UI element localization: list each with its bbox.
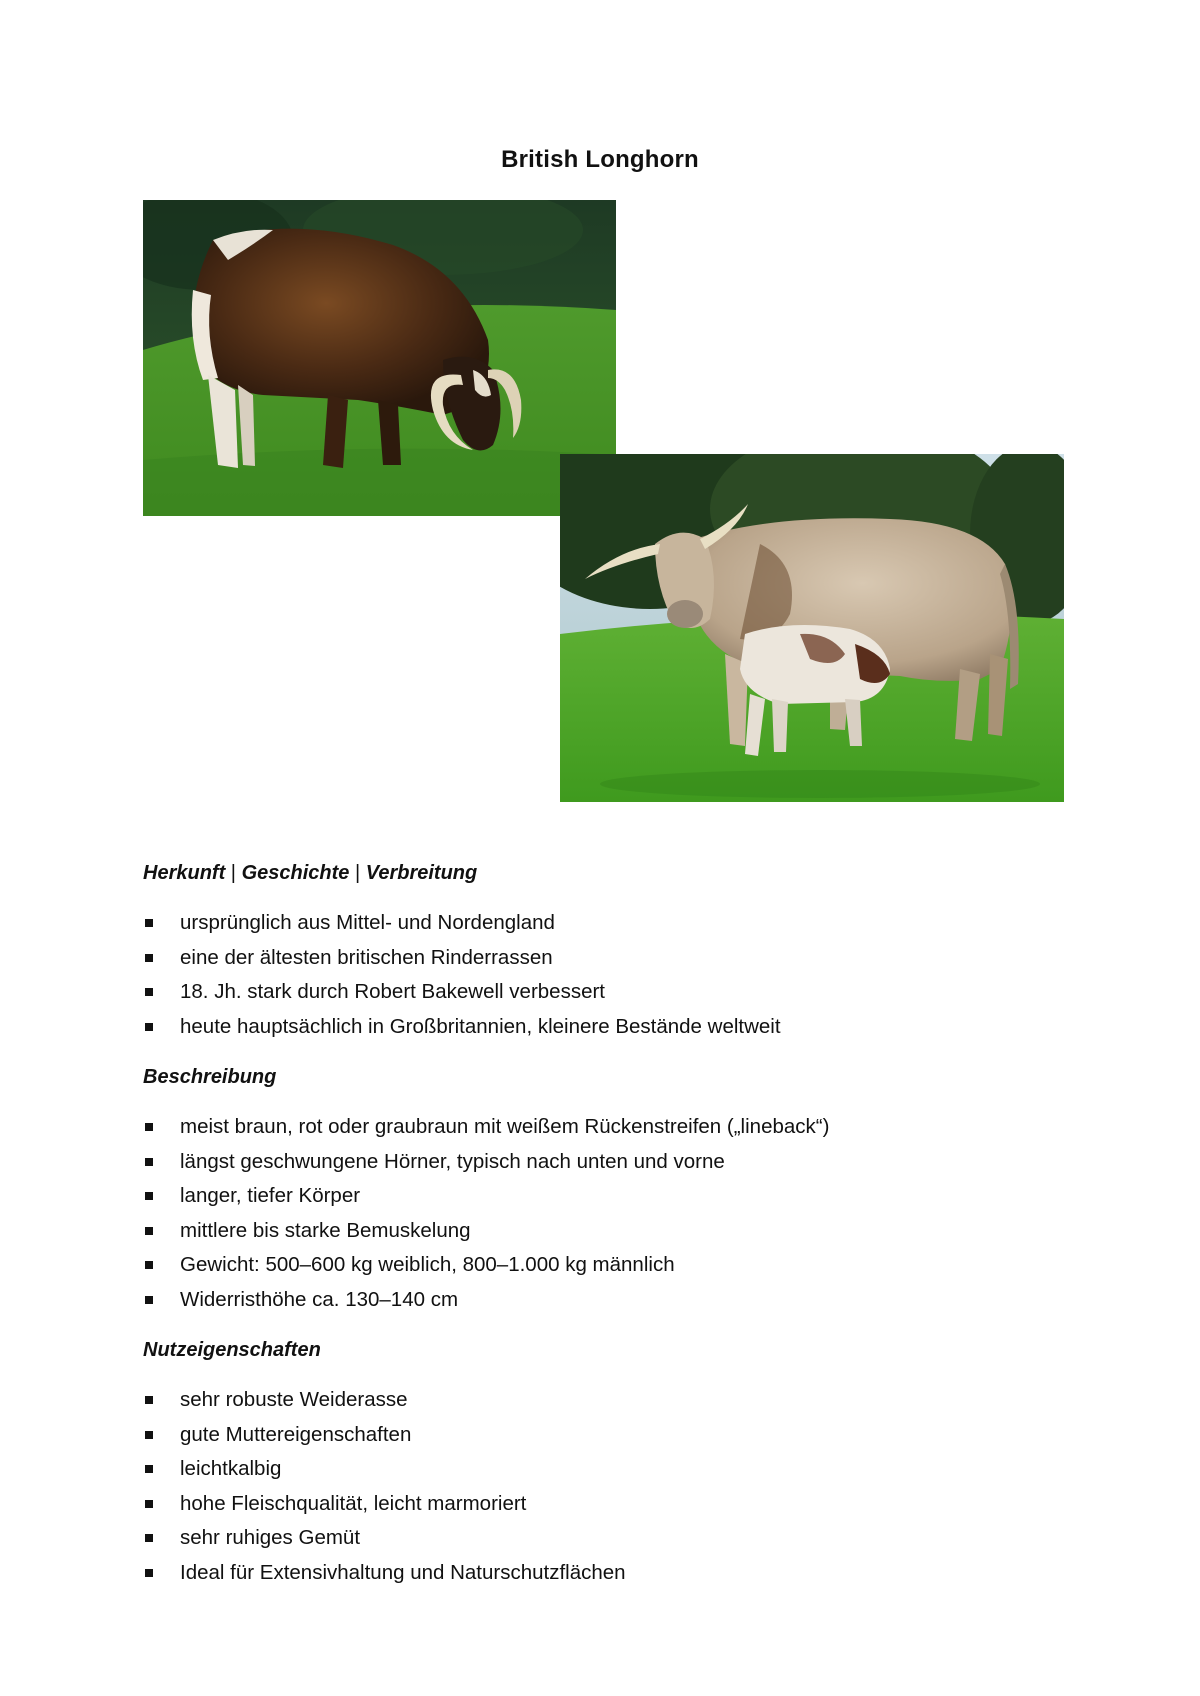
bull-photo — [143, 200, 616, 516]
list-item: 18. Jh. stark durch Robert Bakewell verbessert — [143, 975, 781, 1010]
list-item: leichtkalbig — [143, 1452, 626, 1487]
document-title: British Longhorn — [501, 146, 699, 173]
bullet-list-beschreibung — [143, 1110, 829, 1317]
bullet-list-herkunft — [143, 906, 781, 1044]
section-heading-herkunft — [143, 862, 477, 885]
heading-part-verbreitung: Verbreitung — [365, 862, 478, 884]
list-item: sehr ruhiges Gemüt — [143, 1521, 626, 1556]
section-heading-nutzeigenschaften: Nutzeigenschaften — [143, 1339, 321, 1361]
cow-calf-photo — [560, 454, 1064, 802]
list-item: Widerristhöhe ca. 130–140 cm — [143, 1283, 829, 1318]
list-item: langer, tiefer Körper — [143, 1179, 829, 1214]
list-item: ursprünglich aus Mittel- und Nordengland — [143, 906, 781, 941]
bullet-list-nutzeigenschaften — [143, 1383, 626, 1590]
heading-separator: | — [354, 862, 361, 884]
heading-separator: | — [230, 862, 236, 884]
list-item: Gewicht: 500–600 kg weiblich, 800–1.000 kg männlich — [143, 1248, 829, 1283]
list-item: heute hauptsächlich in Großbritannien, kleinere Bestände weltweit — [143, 1010, 781, 1045]
list-item: Ideal für Extensivhaltung und Naturschutzflächen — [143, 1556, 626, 1591]
list-item: gute Muttereigenschaften — [143, 1418, 626, 1453]
list-item: mittlere bis starke Bemuskelung — [143, 1214, 829, 1249]
list-item: hohe Fleischqualität, leicht marmoriert — [143, 1487, 626, 1522]
section-heading-beschreibung: Beschreibung — [143, 1066, 277, 1088]
heading-part-herkunft: Herkunft — [143, 862, 226, 884]
heading-part-geschichte: Geschichte — [241, 862, 350, 884]
list-item: meist braun, rot oder graubraun mit weißem Rückenstreifen („lineback“) — [143, 1110, 829, 1145]
list-item: längst geschwungene Hörner, typisch nach unten und vorne — [143, 1145, 829, 1180]
list-item: sehr robuste Weiderasse — [143, 1383, 626, 1418]
list-item: eine der ältesten britischen Rinderrassen — [143, 941, 781, 976]
